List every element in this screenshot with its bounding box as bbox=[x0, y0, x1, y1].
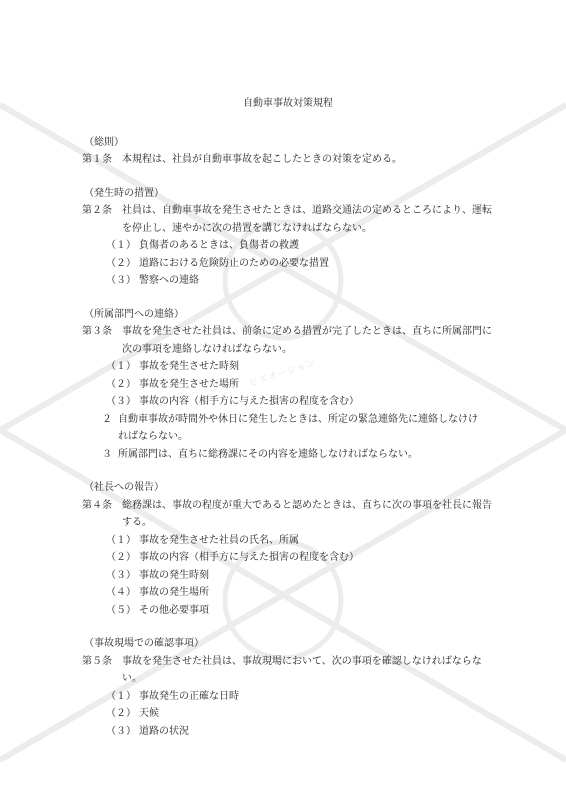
paragraph-text bbox=[118, 411, 478, 446]
list-item bbox=[106, 393, 494, 411]
list-item bbox=[106, 532, 494, 550]
article-line: する。 bbox=[122, 517, 152, 528]
item-number: （３） bbox=[106, 275, 136, 286]
article-text bbox=[122, 653, 494, 688]
item-list bbox=[82, 532, 494, 620]
list-item bbox=[106, 358, 494, 376]
list-item bbox=[106, 255, 494, 273]
item-number: （１） bbox=[106, 690, 136, 702]
list-item bbox=[106, 376, 494, 394]
item-number: （１） bbox=[106, 240, 136, 251]
article bbox=[82, 497, 494, 532]
article-text bbox=[122, 323, 494, 358]
list-item bbox=[106, 549, 494, 567]
article-heading: （発生時の措置） bbox=[84, 187, 164, 199]
item-number: （５） bbox=[106, 604, 136, 616]
article bbox=[82, 202, 494, 237]
paragraph-line: 所属部門は、直ちに総務課にその内容を連絡しなければならない。 bbox=[118, 448, 418, 460]
article-heading: （社長への報告） bbox=[84, 482, 164, 493]
item-number: （１） bbox=[106, 534, 136, 546]
paragraph-number: ３ bbox=[102, 448, 112, 460]
article-4-section bbox=[82, 479, 494, 619]
list-item bbox=[106, 237, 494, 255]
watermark-text: ビズオーション bbox=[247, 357, 318, 390]
article bbox=[82, 323, 494, 358]
article-heading: （総則） bbox=[84, 136, 124, 148]
article-2-section bbox=[82, 185, 494, 290]
list-item bbox=[106, 688, 494, 706]
article-line: 社員は、自動車事故を発生させたときは、道路交通法の定めるところにより、運転 bbox=[122, 205, 492, 216]
item-text: 道路における危険防止のための必要な措置 bbox=[139, 257, 329, 269]
item-number: （４） bbox=[106, 587, 136, 598]
item-text: 事故の発生時刻 bbox=[139, 569, 209, 581]
item-text: 事故発生の正確な日時 bbox=[139, 690, 239, 702]
paragraph-number: ２ bbox=[102, 413, 112, 425]
item-text: その他必要事項 bbox=[139, 604, 209, 616]
list-item bbox=[106, 705, 494, 723]
item-number: （２） bbox=[106, 552, 136, 563]
item-list bbox=[82, 237, 494, 290]
article-number: 第５条 bbox=[82, 655, 112, 667]
item-text: 事故を発生させた場所 bbox=[139, 378, 239, 390]
item-text: 負傷者のあるときは、負傷者の救護 bbox=[139, 240, 299, 251]
article-line: 事故を発生させた社員は、前条に定める措置が完了したときは、直ちに所属部門に bbox=[122, 326, 492, 337]
item-number: （２） bbox=[106, 257, 136, 269]
article-3-section bbox=[82, 306, 494, 464]
article-heading: （事故現場での確認事項） bbox=[84, 638, 204, 649]
article-line: 総務課は、事故の程度が重大であると認めたときは、直ちに次の事項を社長に報告 bbox=[122, 499, 492, 511]
item-number: （２） bbox=[106, 378, 136, 390]
article-number: 第４条 bbox=[82, 499, 112, 511]
item-number: （１） bbox=[106, 361, 136, 372]
article bbox=[82, 653, 494, 688]
item-text: 道路の状況 bbox=[139, 725, 189, 737]
list-item bbox=[106, 567, 494, 585]
item-number: （３） bbox=[106, 569, 136, 581]
paragraph bbox=[82, 411, 494, 446]
article-number: 第３条 bbox=[82, 326, 112, 337]
article-line: 次の事項を連絡しなければならない。 bbox=[122, 343, 292, 355]
item-list bbox=[82, 688, 494, 741]
item-number: （３） bbox=[106, 396, 136, 407]
list-item bbox=[106, 584, 494, 602]
list-item bbox=[106, 272, 494, 290]
article-number: 第１条 bbox=[82, 154, 112, 165]
article-1-section bbox=[82, 134, 494, 169]
paragraph-line: 自動車事故が時間外や休日に発生したときは、所定の緊急連絡先に連絡しなけけ bbox=[118, 413, 478, 425]
paragraph bbox=[82, 446, 494, 464]
article-text bbox=[122, 202, 494, 237]
article-text bbox=[122, 497, 494, 532]
paragraph-text bbox=[118, 446, 418, 464]
item-number: （３） bbox=[106, 725, 136, 737]
article-number: 第２条 bbox=[82, 205, 112, 216]
article-line: 本規程は、社員が自動車事故を起こしたときの対策を定める。 bbox=[122, 154, 402, 165]
item-text: 事故の発生場所 bbox=[139, 587, 209, 598]
article-text bbox=[122, 151, 494, 169]
item-number: （２） bbox=[106, 708, 136, 719]
article-5-section bbox=[82, 635, 494, 740]
item-list bbox=[82, 358, 494, 411]
item-text: 天候 bbox=[139, 708, 159, 719]
article-line: を停止し、速やかに次の措置を講じなければならない。 bbox=[122, 222, 372, 234]
document-title: 自動車事故対策規程 bbox=[243, 98, 333, 109]
item-text: 事故を発生させた社員の氏名、所属 bbox=[139, 534, 299, 546]
item-text: 事故の内容（相手方に与えた損害の程度を含む） bbox=[139, 552, 359, 563]
list-item bbox=[106, 723, 494, 741]
item-text: 警察への連絡 bbox=[139, 275, 199, 286]
paragraph-line: ればならない。 bbox=[118, 431, 188, 442]
article-heading: （所属部門への連絡） bbox=[84, 308, 184, 320]
list-item bbox=[106, 602, 494, 620]
item-text: 事故の内容（相手方に与えた損害の程度を含む） bbox=[139, 396, 359, 407]
document-body bbox=[82, 95, 494, 756]
article-line: 事故を発生させた社員は、事故現場において、次の事項を確認しなければならない。 bbox=[122, 655, 482, 684]
article bbox=[82, 151, 494, 169]
item-text: 事故を発生させた時刻 bbox=[139, 361, 239, 372]
